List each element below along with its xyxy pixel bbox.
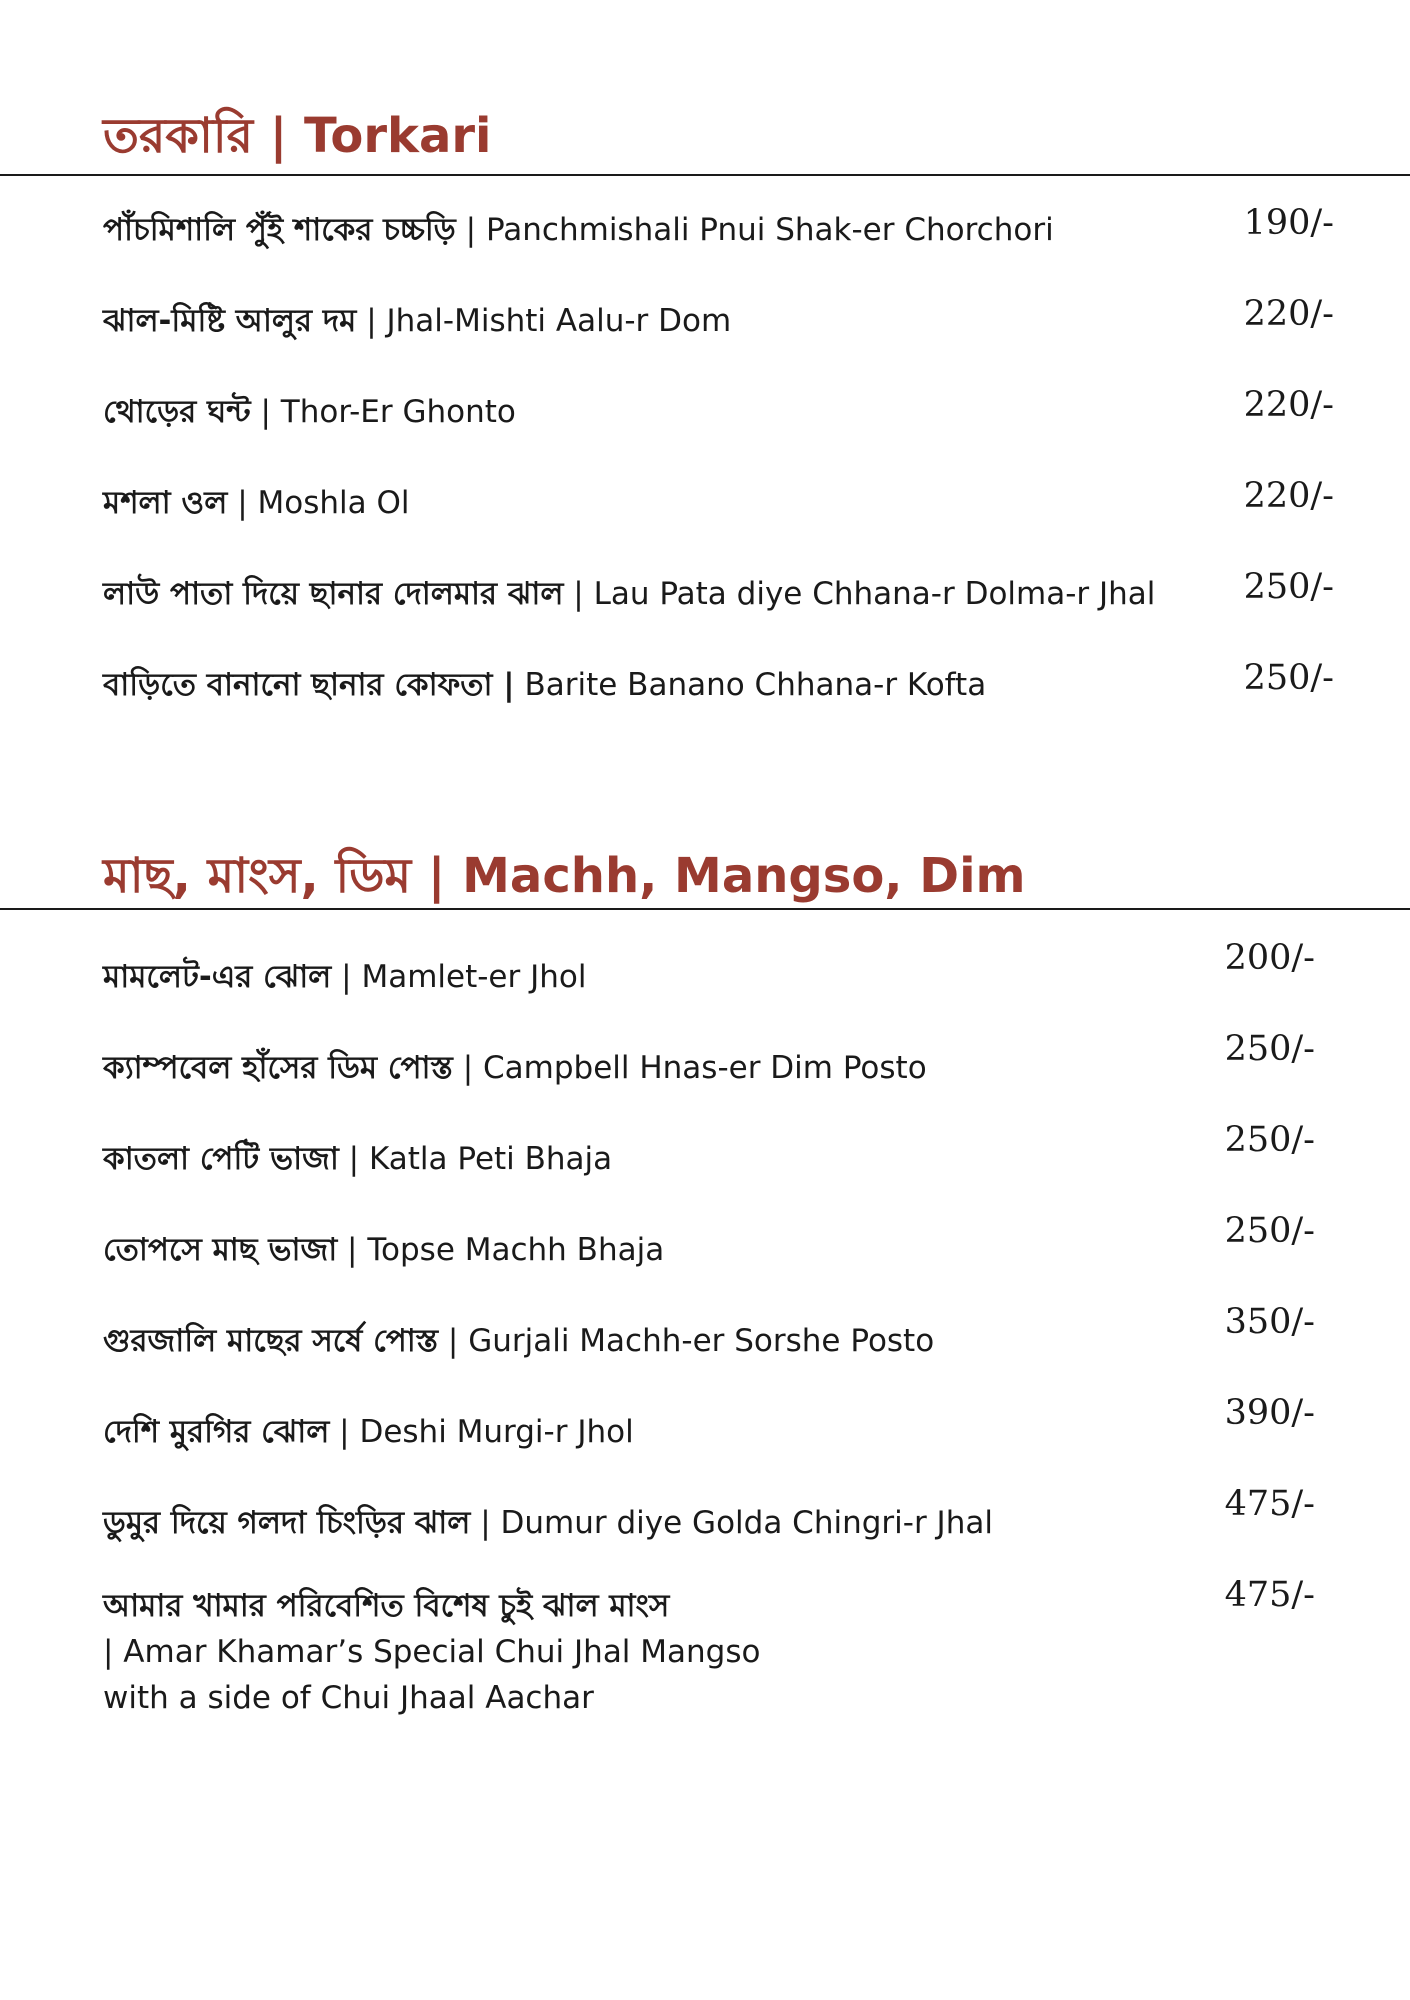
item-name-english: | Deshi Murgi-r Jhol [329,1414,634,1450]
item-name-bengali: ডুমুর দিয়ে গলদা চিংড়ির ঝাল [103,1505,471,1541]
item-price: 250/- [1243,567,1334,607]
menu-item [103,1135,612,1187]
item-name-bengali: পাঁচমিশালি পুঁই শাকের চচ্চড়ি [103,212,456,248]
item-name-bengali: মশলা ওল [103,485,228,521]
menu-item [103,1044,927,1096]
item-name-bengali: মামলেট-এর ঝোল [103,959,332,995]
menu-item [103,1226,664,1278]
item-description: with a side of Chui Jhaal Aachar [103,1680,594,1716]
item-name-english: | Thor-Er Ghonto [250,394,516,430]
item-name-bengali: থোড়ের ঘন্ট [103,394,251,430]
section-divider [0,908,1410,910]
item-name-english: | Katla Peti Bhaja [338,1141,613,1177]
item-name-english: Barite Banano Chhana-r Kofta [514,667,987,703]
item-name-english: | Topse Machh Bhaja [337,1232,665,1268]
item-name-bengali: ঝাল-মিষ্টি আলুর দম [103,303,357,339]
item-name-english: | Amar Khamar’s Special Chui Jhal Mangso [103,1634,761,1670]
item-name-bengali: আমার খামার পরিবেশিত বিশেষ চুই ঝাল মাংস [103,1588,670,1624]
item-price: 390/- [1224,1393,1315,1433]
item-name-english: | Mamlet-er Jhol [331,959,587,995]
item-name-english: | Jhal-Mishti Aalu-r Dom [356,303,732,339]
item-name-english: | Panchmishali Pnui Shak-er Chorchori [455,212,1054,248]
section-title-machh-mangso-dim: মাছ, মাংস, ডিম | Machh, Mangso, Dim [103,848,1026,904]
menu-item [103,1499,993,1551]
item-name-bengali: লাউ পাতা দিয়ে ছানার দোলমার ঝাল [103,576,564,612]
menu-item [103,1408,634,1460]
item-name-english: | Lau Pata diye Chhana-r Dolma-r Jhal [563,576,1156,612]
item-name-english: | Gurjali Machh-er Sorshe Posto [438,1323,935,1359]
item-price: 250/- [1224,1029,1315,1069]
item-price: 250/- [1243,658,1334,698]
item-name-english: | Moshla Ol [227,485,410,521]
section-divider [0,174,1410,176]
item-price: 220/- [1243,294,1334,334]
item-name-english: | Campbell Hnas-er Dim Posto [452,1050,927,1086]
menu-item [103,1317,934,1369]
item-name-bengali: কাতলা পেটি ভাজা [103,1141,339,1177]
item-price: 220/- [1243,385,1334,425]
item-name-bengali: গুরজালি মাছের সর্ষে পোস্ত [103,1323,439,1359]
item-price: 220/- [1243,476,1334,516]
item-price: 200/- [1224,938,1315,978]
item-name-english: | Dumur diye Golda Chingri-r Jhal [470,1505,993,1541]
section-title-torkari: তরকারি | Torkari [103,108,492,164]
item-price: 475/- [1224,1575,1315,1615]
menu-item [103,388,516,440]
menu-item [103,661,986,713]
menu-item [103,570,1155,622]
item-name-bengali: তোপসে মাছ ভাজা [103,1232,338,1268]
item-price: 350/- [1224,1302,1315,1342]
item-name-bengali: ক্যাম্পবেল হাঁসের ডিম পোস্ত [103,1050,453,1086]
item-price: 250/- [1224,1120,1315,1160]
item-name-bengali: বাড়িতে বানানো ছানার কোফতা | [103,667,515,703]
item-name-bengali: দেশি মুরগির ঝোল [103,1414,330,1450]
item-price: 475/- [1224,1484,1315,1524]
menu-item [103,1583,760,1721]
item-price: 250/- [1224,1211,1315,1251]
menu-item [103,297,731,349]
menu-item [103,479,410,531]
menu-item [103,206,1054,258]
item-price: 190/- [1243,203,1334,243]
menu-item [103,953,586,1005]
